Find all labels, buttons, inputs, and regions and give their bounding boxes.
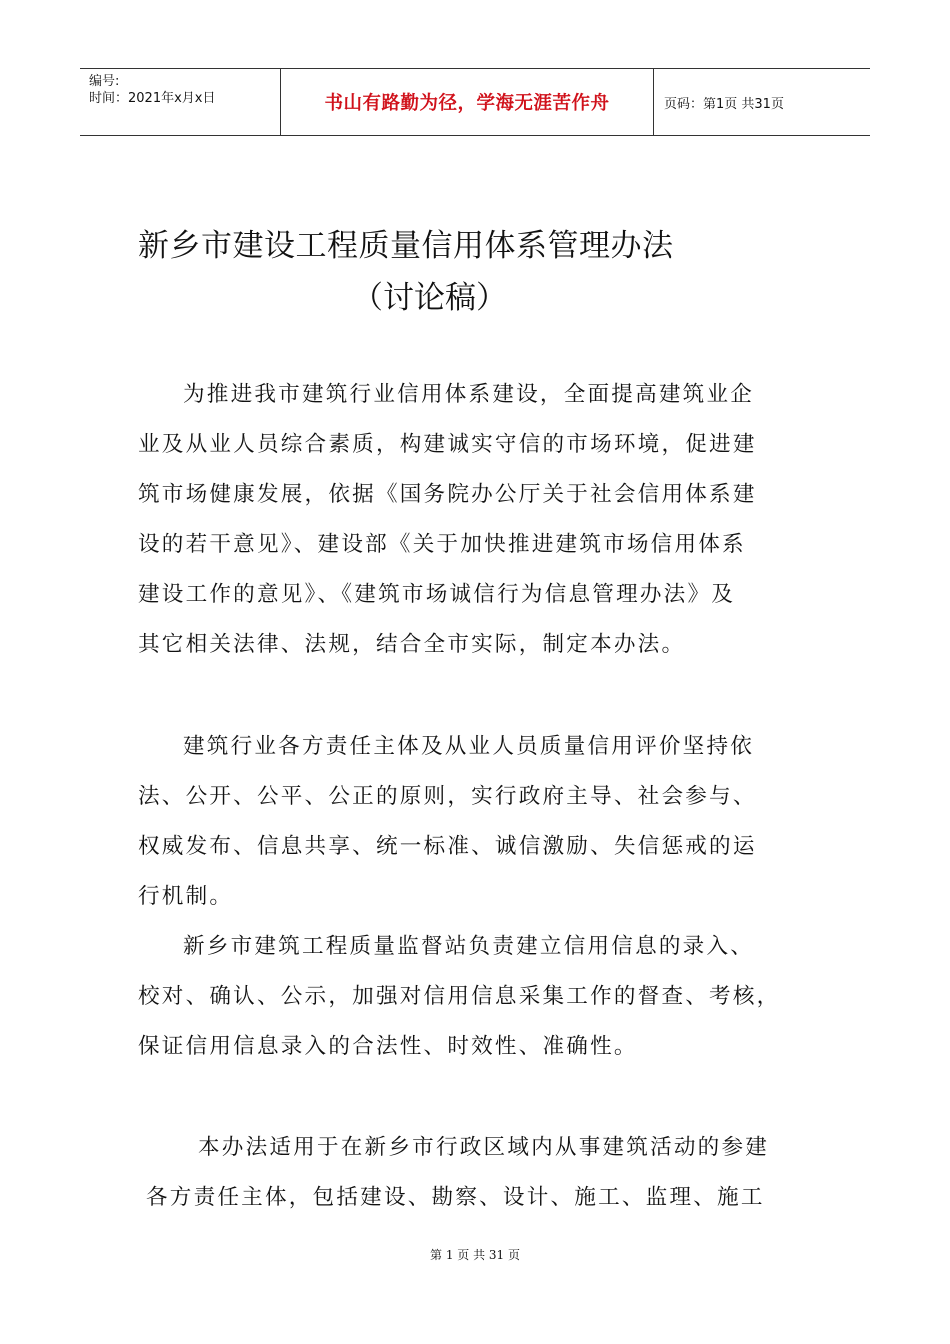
body-line: 各方责任主体，包括建设、勘察、设计、施工、监理、施工 <box>146 1185 765 1210</box>
page-footer: 第 1 页 共 31 页 <box>430 1248 520 1262</box>
body-line: 设的若干意见》、建设部《关于加快推进建筑市场信用体系 <box>138 532 746 557</box>
body-line: 保证信用信息录入的合法性、时效性、准确性。 <box>138 1034 638 1059</box>
body-line: 本办法适用于在新乡市行政区域内从事建筑活动的参建 <box>198 1135 770 1160</box>
body-line: 筑市场健康发展，依据《国务院办公厅关于社会信用体系建 <box>138 482 757 507</box>
motto-cell <box>281 69 654 135</box>
body-line: 新乡市建筑工程质量监督站负责建立信用信息的录入、 <box>183 934 755 959</box>
page-info-cell <box>654 69 870 135</box>
body-line: 权威发布、信息共享、统一标准、诚信激励、失信惩戒的运 <box>138 834 757 859</box>
body-line: 建设工作的意见》、《建筑市场诚信行为信息管理办法》及 <box>138 582 736 607</box>
motto-text: 书山有路勤为径，学海无涯苦作舟 <box>324 93 610 114</box>
document-title: 新乡市建设工程质量信用体系管理办法 <box>138 228 674 264</box>
time-label: 时间：2021年x月x日 <box>89 91 216 106</box>
body-line: 其它相关法律、法规，结合全市实际，制定本办法。 <box>138 632 686 657</box>
number-label: 编号: <box>89 74 120 89</box>
body-line: 建筑行业各方责任主体及从业人员质量信用评价坚持依 <box>183 734 755 759</box>
body-line: 行机制。 <box>138 884 234 909</box>
page-info-text: 页码：第1页 共31页 <box>664 96 784 112</box>
body-line: 业及从业人员综合素质，构建诚实守信的市场环境，促进建 <box>138 432 757 457</box>
body-line: 法、公开、公平、公正的原则，实行政府主导、社会参与、 <box>138 784 757 809</box>
header-table <box>80 68 870 136</box>
body-line: 为推进我市建筑行业信用体系建设，全面提高建筑业企 <box>183 382 755 407</box>
header-meta-cell <box>80 69 281 135</box>
document-subtitle: （讨论稿） <box>352 280 507 316</box>
body-line: 校对、确认、公示，加强对信用信息采集工作的督查、考核， <box>138 984 781 1009</box>
